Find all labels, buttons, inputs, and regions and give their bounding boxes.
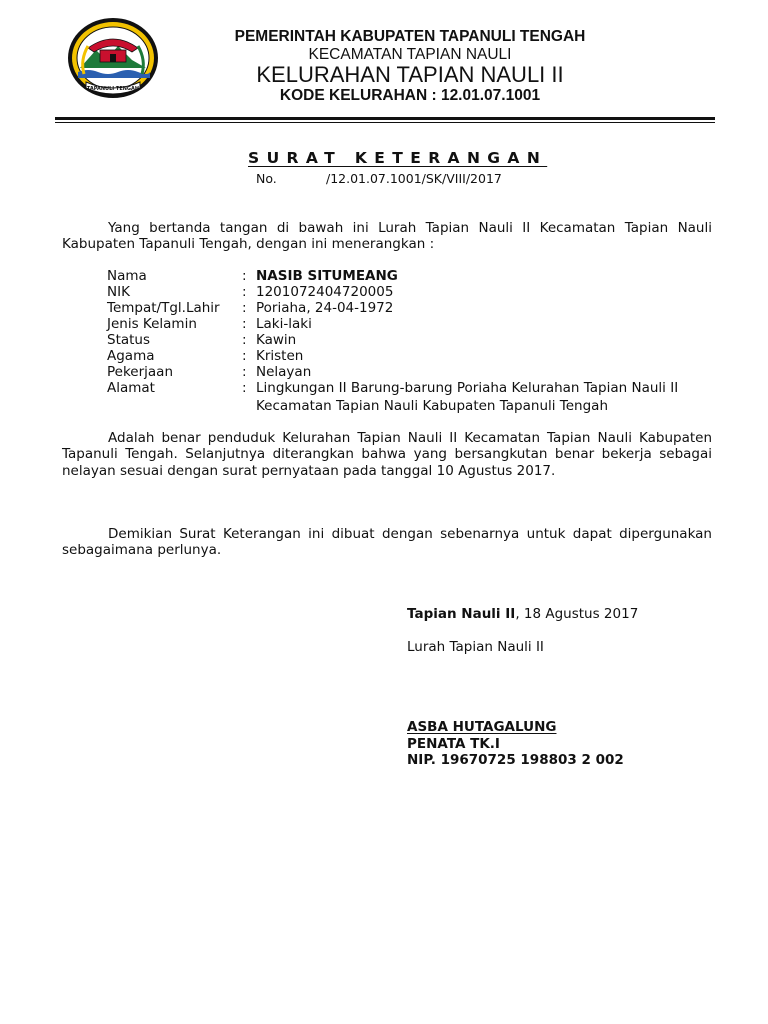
identity-row — [107, 348, 717, 364]
identity-row — [107, 300, 717, 316]
identity-value: Kristen — [256, 348, 304, 364]
identity-row — [107, 380, 717, 396]
header-district: KECAMATAN TAPIAN NAULI — [308, 46, 512, 63]
identity-colon: : — [242, 332, 247, 348]
regency-logo — [66, 16, 160, 100]
identity-label: NIK — [107, 284, 130, 300]
identity-row — [107, 332, 717, 348]
identity-label: Nama — [107, 268, 147, 284]
identity-colon: : — [242, 284, 247, 300]
identity-value: NASIB SITUMEANG — [256, 268, 398, 284]
address-continued: Kecamatan Tapian Nauli Kabupaten Tapanuli Tengah — [256, 398, 609, 414]
identity-value: Poriaha, 24-04-1972 — [256, 300, 394, 316]
identity-colon: : — [242, 268, 247, 284]
document-title: SURAT KETERANGAN — [248, 149, 548, 167]
identity-label: Status — [107, 332, 151, 348]
identity-row — [107, 316, 717, 332]
signature-place: Tapian Nauli II — [407, 606, 516, 622]
identity-colon: : — [242, 380, 247, 396]
identity-value: 1201072404720005 — [256, 284, 394, 300]
identity-value: Lingkungan II Barung-barung Poriaha Kelurahan Tapian Nauli II — [256, 380, 679, 396]
identity-colon: : — [242, 348, 247, 364]
signature-name: ASBA HUTAGALUNG — [407, 719, 557, 735]
document-number-value: /12.01.07.1001/SK/VIII/2017 — [326, 171, 502, 186]
identity-label: Pekerjaan — [107, 364, 174, 380]
identity-label: Alamat — [107, 380, 155, 396]
signature-date: , 18 Agustus 2017 — [515, 606, 639, 622]
closing-paragraph: Demikian Surat Keterangan ini dibuat dengan sebenarnya untuk dapat dipergunakan sebagaimana perlunya. — [62, 526, 712, 559]
identity-colon: : — [242, 364, 247, 380]
identity-row — [107, 268, 717, 284]
body-paragraph: Adalah benar penduduk Kelurahan Tapian Nauli II Kecamatan Tapian Nauli Kabupaten Tapanuli Tengah. Selanjutnya diterangkan bahwa yang bersangkutan benar bekerja sebagai nelayan sesuai dengan surat pernyataan pada tanggal 10 Agustus 2017. — [62, 430, 712, 479]
identity-value: Nelayan — [256, 364, 312, 380]
identity-value: Kawin — [256, 332, 297, 348]
identity-label: Agama — [107, 348, 155, 364]
identity-row — [107, 284, 717, 300]
signature-position: Lurah Tapian Nauli II — [407, 639, 544, 655]
identity-colon: : — [242, 316, 247, 332]
identity-label: Jenis Kelamin — [107, 316, 197, 332]
signature-rank: PENATA TK.I — [407, 736, 500, 752]
identity-row — [107, 364, 717, 380]
header-rule-thin — [55, 122, 715, 123]
document-number-label: No. — [256, 171, 277, 186]
header-village-code: KODE KELURAHAN : 12.01.07.1001 — [279, 87, 541, 104]
header-rule-thick — [55, 117, 715, 120]
logo-ribbon-text: TAPANULI TENGAH — [86, 86, 140, 92]
identity-colon: : — [242, 300, 247, 316]
header-village: KELURAHAN TAPIAN NAULI II — [256, 62, 564, 87]
document-number — [256, 171, 502, 186]
intro-paragraph: Yang bertanda tangan di bawah ini Lurah Tapian Nauli II Kecamatan Tapian Nauli Kabupaten Tapanuli Tengah, dengan ini menerangkan : — [62, 220, 712, 253]
identity-value: Laki-laki — [256, 316, 312, 332]
identity-label: Tempat/Tgl.Lahir — [107, 300, 220, 316]
signature-place-date — [407, 606, 638, 622]
signature-nip: NIP. 19670725 198803 2 002 — [407, 752, 624, 768]
header-government: PEMERINTAH KABUPATEN TAPANULI TENGAH — [234, 28, 586, 45]
